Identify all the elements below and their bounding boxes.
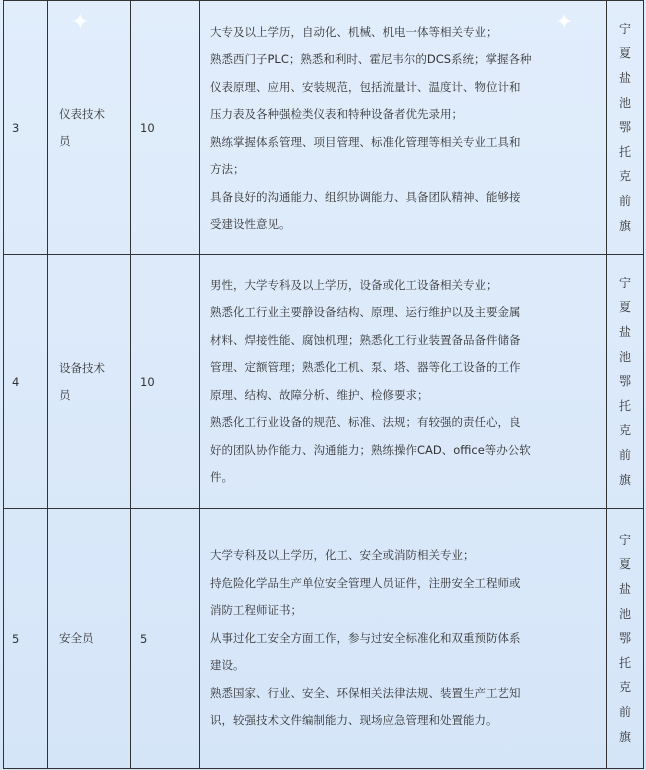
location-char: 夏 xyxy=(618,300,631,315)
requirement-line: 识，较强技术文件编制能力、现场应急管理和处置能力。 xyxy=(210,713,498,728)
location-char: 鄂 xyxy=(618,374,631,389)
location-char: 旗 xyxy=(618,218,631,233)
sparkle-decoration: ✦ xyxy=(71,10,90,35)
location-cell xyxy=(607,1,644,255)
requirement-line: 大专及以上学历，自动化、机械、机电一体等相关专业； xyxy=(210,24,498,39)
position-name-cell xyxy=(48,509,131,769)
requirement-line: 熟悉化工行业主要静设备结构、原理、运行维护以及主要金属 xyxy=(210,305,521,319)
requirement-line: 方法； xyxy=(210,162,245,176)
location-cell xyxy=(607,255,644,509)
location-char: 鄂 xyxy=(618,631,631,646)
row-number-cell xyxy=(4,1,48,255)
headcount: 10 xyxy=(140,120,155,135)
location-char: 池 xyxy=(618,349,631,364)
location-char: 夏 xyxy=(618,557,631,572)
location-char: 前 xyxy=(618,193,631,208)
requirements-cell xyxy=(200,255,607,509)
job-requirements-table xyxy=(3,0,644,769)
requirement-line: 件。 xyxy=(210,470,233,484)
requirement-line: 持危险化学品生产单位安全管理人员证件，注册安全工程师或 xyxy=(210,575,521,590)
location-char: 池 xyxy=(618,95,631,110)
table-row xyxy=(4,1,644,255)
location-char: 克 xyxy=(618,169,631,184)
headcount-cell xyxy=(131,1,200,255)
sparkle-decoration: ✦ xyxy=(555,10,574,35)
table-row xyxy=(4,509,644,769)
requirements-cell xyxy=(200,509,607,769)
row-number: 4 xyxy=(12,374,20,389)
requirement-line: 男性，大学专科及以上学历，设备或化工设备相关专业； xyxy=(210,277,498,292)
row-number-cell xyxy=(4,509,48,769)
position-name-line: 员 xyxy=(59,133,71,148)
location-char: 前 xyxy=(618,447,631,462)
headcount: 5 xyxy=(140,631,148,646)
location-char: 托 xyxy=(618,655,631,670)
requirement-line: 熟悉国家、行业、安全、环保相关法律法规、装置生产工艺知 xyxy=(210,685,521,700)
requirement-line: 从事过化工安全方面工作，参与过安全标准化和双重预防体系 xyxy=(210,630,521,645)
requirement-line: 熟练掌握体系管理、项目管理、标准化管理等相关专业工具和 xyxy=(210,134,521,149)
requirement-line: 大学专科及以上学历，化工、安全或消防相关专业； xyxy=(210,548,475,563)
requirement-line: 消防工程师证书； xyxy=(210,603,302,618)
requirement-line: 原理、结构、故障分析、维护、检修要求； xyxy=(210,387,429,402)
location-char: 盐 xyxy=(618,582,631,597)
position-name-line: 设备技术 xyxy=(59,360,105,375)
requirements-cell xyxy=(200,1,607,255)
position-name-line: 员 xyxy=(59,387,71,402)
location-char: 托 xyxy=(618,144,631,159)
position-name-cell xyxy=(48,255,131,509)
location-char: 池 xyxy=(618,606,631,621)
requirement-line: 管理、定额管理；熟悉化工机、泵、塔、器等化工设备的工作 xyxy=(210,360,521,374)
requirement-line: 受建设性意见。 xyxy=(210,217,291,231)
location-char: 盐 xyxy=(618,71,631,86)
requirement-line: 好的团队协作能力、沟通能力；熟练操作CAD、office等办公软 xyxy=(210,442,531,457)
location-char: 盐 xyxy=(618,325,631,340)
table-row xyxy=(4,255,644,509)
requirement-line: 材料、焊接性能、腐蚀机理；熟悉化工行业装置备品备件储备 xyxy=(210,332,521,347)
location-char: 前 xyxy=(618,704,631,719)
row-number: 3 xyxy=(12,120,20,135)
headcount-cell xyxy=(131,255,200,509)
headcount-cell xyxy=(131,509,200,769)
requirement-line: 熟悉化工行业设备的规范、标准、法规；有较强的责任心，良 xyxy=(210,415,521,429)
location-char: 克 xyxy=(618,680,631,695)
headcount: 10 xyxy=(140,374,155,389)
position-name-cell xyxy=(48,1,131,255)
position-name-line: 安全员 xyxy=(59,631,94,645)
requirement-line: 压力表及各种强检类仪表和特种设备者优先录用； xyxy=(210,107,463,121)
requirement-line: 具备良好的沟通能力、组织协调能力、具备团队精神、能够接 xyxy=(210,189,521,204)
row-number-cell xyxy=(4,255,48,509)
location-char: 旗 xyxy=(618,472,631,487)
requirement-line: 建设。 xyxy=(210,658,245,673)
requirement-line: 仪表原理、应用、安装规范，包括流量计、温度计、物位计和 xyxy=(210,79,521,94)
requirement-line: 熟悉西门子PLC；熟悉和利时、霍尼韦尔的DCS系统；掌握各种 xyxy=(210,52,532,66)
location-char: 宁 xyxy=(618,532,631,547)
location-char: 鄂 xyxy=(618,120,631,135)
location-cell xyxy=(607,509,644,769)
location-char: 旗 xyxy=(618,729,631,744)
location-char: 克 xyxy=(618,423,631,438)
location-char: 托 xyxy=(618,398,631,413)
position-name-line: 仪表技术 xyxy=(59,106,105,121)
location-char: 宁 xyxy=(618,21,631,36)
row-number: 5 xyxy=(12,631,20,646)
location-char: 夏 xyxy=(618,46,631,61)
location-char: 宁 xyxy=(618,275,631,290)
